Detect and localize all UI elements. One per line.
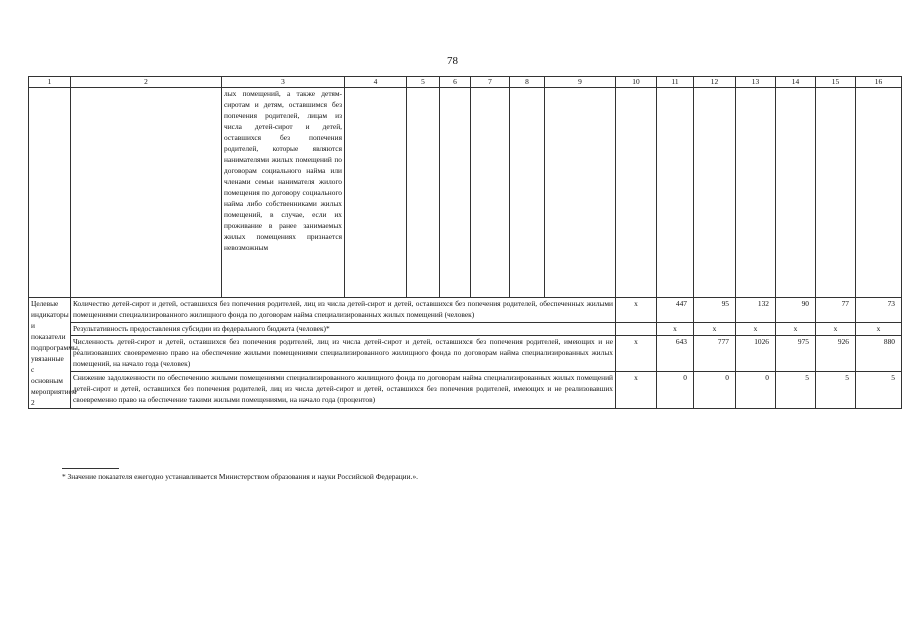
indicator-value: 0: [694, 372, 736, 409]
column-number: 13: [736, 77, 776, 88]
indicator-value: 643: [657, 335, 694, 372]
indicators-table: [28, 76, 902, 409]
column-number-row: [29, 77, 902, 88]
table-row: [29, 372, 902, 409]
indicator-value: 5: [776, 372, 816, 409]
footnote-divider: [62, 468, 119, 469]
indicator-value: 880: [856, 335, 902, 372]
indicator-name: Численность детей-сирот и детей, оставшихся без попечения родителей, лиц из числа детей-сирот и детей, оставшихся без попечения родителей, имеющих и не реализовавших своевременно право на обеспечение жилыми помещениями специализированного жилищного фонда по договорам найма специализированных жилых помещений, на начало года (человек): [71, 335, 616, 372]
column-number: 9: [545, 77, 616, 88]
indicator-cell: х: [616, 298, 657, 323]
column-number: 10: [616, 77, 657, 88]
continuation-text: лых помещений, а также детям-сиротам и детям, оставшимся без попечения родителей, лицам из числа детей-сирот и детей, оставшихся без попечения родителей, которые являются нанимателями жилых помещений по договорам социального найма или членами семьи нанимателя жилого помещения по договору социального найма либо собственниками жилых помещений, в случае, если их проживание в ранее занимаемых жилых помещениях признается невозможным: [222, 88, 345, 298]
column-number: 8: [510, 77, 545, 88]
indicator-name: Результативность предоставления субсидии из федерального бюджета (человек)*: [71, 322, 616, 335]
indicator-cell: х: [616, 372, 657, 409]
indicator-value: 926: [816, 335, 856, 372]
indicator-value: 1026: [736, 335, 776, 372]
indicator-value: х: [776, 322, 816, 335]
column-number: 6: [440, 77, 471, 88]
indicator-name: Количество детей-сирот и детей, оставшихся без попечения родителей, лиц из числа детей-сирот и детей, оставшихся без попечения родителей, обеспеченных жилыми помещениями специализированного жилищного фонда по договорам найма специализированных жилых помещений (человек): [71, 298, 616, 323]
table-row: [29, 335, 902, 372]
indicator-value: х: [736, 322, 776, 335]
indicator-value: 95: [694, 298, 736, 323]
footnote: * Значение показателя ежегодно устанавливается Министерством образования и науки Российской Федерации.».: [62, 472, 418, 481]
indicator-value: 77: [816, 298, 856, 323]
indicator-value: 132: [736, 298, 776, 323]
indicator-value: х: [856, 322, 902, 335]
indicator-value: х: [816, 322, 856, 335]
group-label: Целевые индикаторы и показатели подпрограммы, увязанные с основным мероприятием 2: [29, 298, 71, 409]
continuation-row: [29, 88, 902, 298]
indicator-value: 777: [694, 335, 736, 372]
indicator-cell: [616, 322, 657, 335]
indicator-value: 5: [856, 372, 902, 409]
indicator-value: 447: [657, 298, 694, 323]
indicator-value: 90: [776, 298, 816, 323]
indicator-name: Снижение задолженности по обеспечению жилыми помещениями специализированного жилищного фонда по договорам найма специализированных жилых помещений детей-сирот и детей, оставшихся без попечения родителей, лиц из числа детей-сирот и детей, оставшихся без попечения родителей, имеющих и не реализовавших своевременно право на обеспечение такими жилыми помещениями, на начало года (процентов): [71, 372, 616, 409]
table-row: [29, 322, 902, 335]
indicator-value: 0: [657, 372, 694, 409]
column-number: 14: [776, 77, 816, 88]
column-number: 11: [657, 77, 694, 88]
column-number: 7: [471, 77, 510, 88]
column-number: 2: [71, 77, 222, 88]
indicator-value: 0: [736, 372, 776, 409]
indicator-value: х: [657, 322, 694, 335]
page-number: 78: [447, 55, 458, 67]
indicator-value: 5: [816, 372, 856, 409]
column-number: 4: [345, 77, 407, 88]
indicator-value: 975: [776, 335, 816, 372]
indicator-value: х: [694, 322, 736, 335]
column-number: 5: [407, 77, 440, 88]
table-row: [29, 298, 902, 323]
column-number: 3: [222, 77, 345, 88]
column-number: 1: [29, 77, 71, 88]
column-number: 16: [856, 77, 902, 88]
column-number: 15: [816, 77, 856, 88]
indicator-value: 73: [856, 298, 902, 323]
column-number: 12: [694, 77, 736, 88]
indicator-cell: х: [616, 335, 657, 372]
